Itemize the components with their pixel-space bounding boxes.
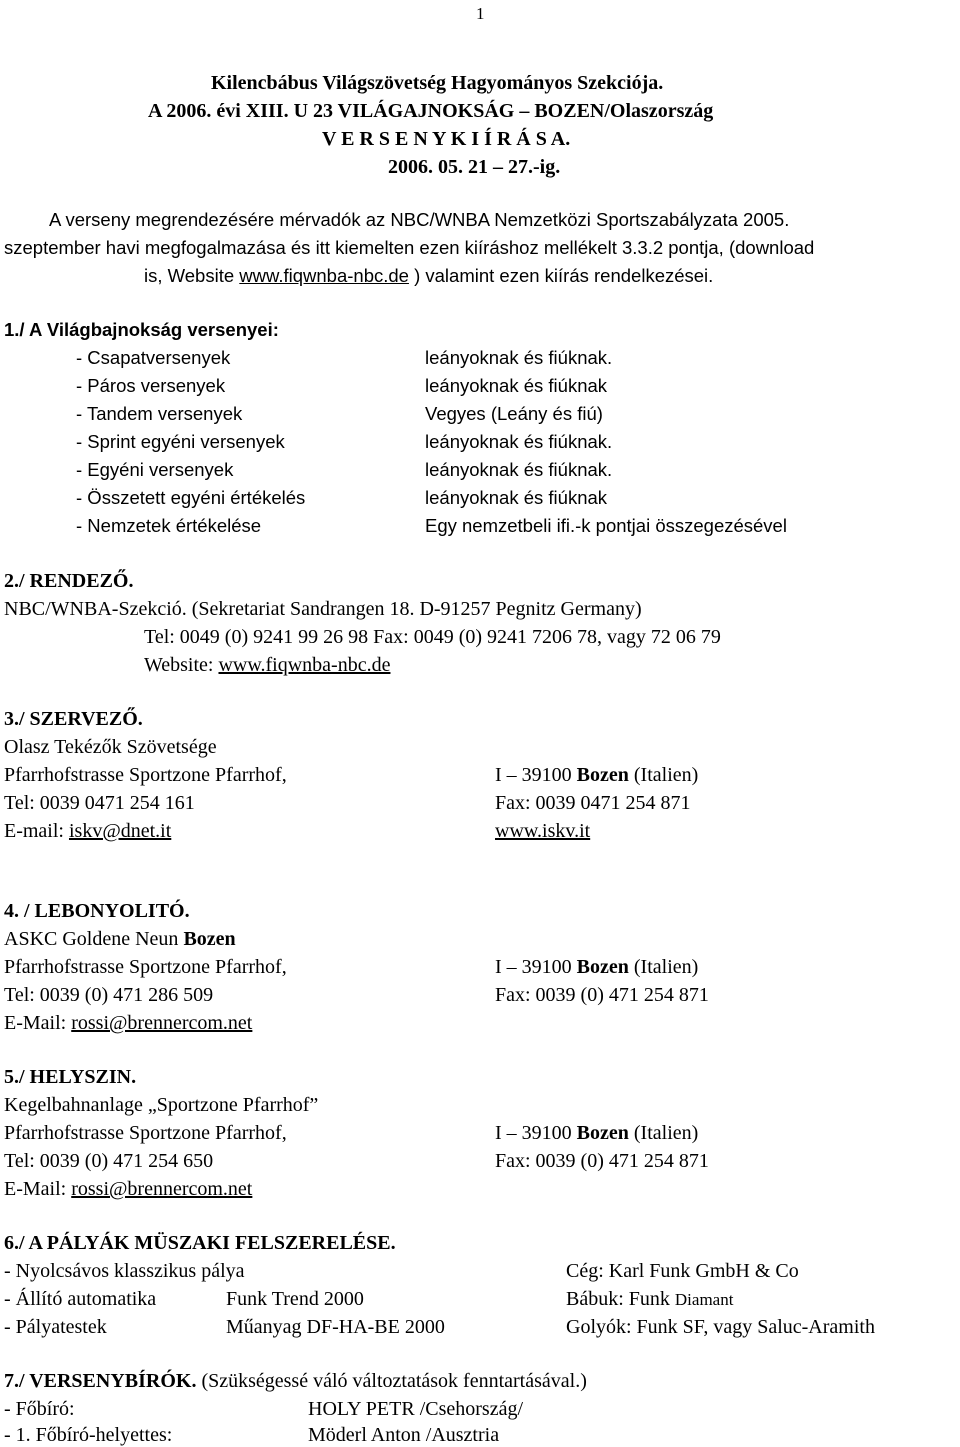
intro-line-1: A verseny megrendezésére mérvadók az NBC/WNBA Nemzetközi Sportszabályzata 2005. bbox=[49, 209, 790, 230]
page-number: 1 bbox=[476, 4, 485, 23]
address: Pfarrhofstrasse Sportzone Pfarrhof, bbox=[4, 764, 287, 786]
address: Pfarrhofstrasse Sportzone Pfarrhof, bbox=[4, 956, 287, 978]
event-eligibility: leányoknak és fiúknak. bbox=[425, 431, 613, 452]
intro-line-2: szeptember havi megfogalmazása és itt kiemelten ezen kiíráshoz mellékelt 3.3.2 pontja, (download bbox=[4, 237, 815, 258]
email-link[interactable]: iskv@dnet.it bbox=[68, 820, 172, 842]
section-7-title: 7./ VERSENYBÍRÓK. bbox=[4, 1370, 197, 1392]
postal-code: I – 39100 bbox=[495, 956, 577, 978]
lane-surface-label: - Pályatestek bbox=[4, 1316, 107, 1338]
website-link[interactable]: www.iskv.it bbox=[495, 820, 591, 842]
city bbox=[495, 955, 698, 979]
city-name: Bozen bbox=[576, 764, 629, 786]
event-eligibility: Vegyes (Leány és fiú) bbox=[425, 403, 603, 424]
pinsetter-label: - Állító automatika bbox=[4, 1288, 157, 1310]
event-name: - Egyéni versenyek bbox=[76, 459, 234, 480]
event-name: - Nemzetek értékelése bbox=[76, 515, 262, 536]
country: (Italien) bbox=[628, 956, 699, 978]
section-3-heading: 3./ SZERVEZŐ. bbox=[4, 708, 143, 730]
city-name: Bozen bbox=[576, 956, 629, 978]
email-label: E-Mail: bbox=[4, 1012, 72, 1034]
section-6-heading: 6./ A PÁLYÁK MÜSZAKI FELSZERELÉSE. bbox=[4, 1232, 396, 1254]
city bbox=[495, 763, 698, 787]
postal-code: I – 39100 bbox=[495, 1122, 577, 1144]
website-link[interactable]: www.fiqwnba-nbc.de bbox=[239, 265, 409, 286]
section-7-note: (Szükségessé váló változtatások fenntartásával.) bbox=[196, 1370, 587, 1392]
event-eligibility: leányoknak és fiúknak. bbox=[425, 347, 613, 368]
header-line-1: Kilencbábus Világszövetség Hagyományos Szekciója. bbox=[211, 72, 664, 94]
deputy-referee-label: - 1. Főbíró-helyettes: bbox=[4, 1424, 173, 1446]
website-link[interactable]: www.fiqwnba-nbc.de bbox=[218, 654, 391, 676]
email bbox=[4, 819, 171, 843]
pins-model: Diamant bbox=[674, 1290, 734, 1309]
email-label: E-mail: bbox=[4, 820, 69, 842]
pins-label: Bábuk: Funk bbox=[566, 1288, 675, 1310]
header-line-4: 2006. 05. 21 – 27.-ig. bbox=[388, 156, 561, 178]
lane-type: - Nyolcsávos klasszikus pálya bbox=[4, 1260, 245, 1282]
country: (Italien) bbox=[628, 764, 699, 786]
company: Cég: Karl Funk GmbH & Co bbox=[566, 1260, 799, 1282]
intro-line-3-suffix: ) valamint ezen kiírás rendelkezései. bbox=[408, 265, 714, 286]
email-label: E-Mail: bbox=[4, 1178, 72, 1200]
referee-label: - Főbíró: bbox=[4, 1398, 75, 1420]
city-name: Bozen bbox=[576, 1122, 629, 1144]
pins bbox=[566, 1287, 733, 1311]
referee-name: HOLY PETR /Csehország/ bbox=[308, 1398, 524, 1420]
country: (Italien) bbox=[628, 1122, 699, 1144]
section-2-heading: 2./ RENDEZŐ. bbox=[4, 570, 134, 592]
event-name: - Összetett egyéni értékelés bbox=[76, 487, 306, 508]
event-name: - Sprint egyéni versenyek bbox=[76, 431, 285, 452]
phone: Tel: 0039 (0) 471 286 509 bbox=[4, 984, 214, 1006]
organizer-contact: Tel: 0049 (0) 9241 99 26 98 Fax: 0049 (0) 9241 7206 78, vagy 72 06 79 bbox=[144, 626, 721, 648]
intro-line-3 bbox=[144, 265, 713, 287]
phone: Tel: 0039 0471 254 161 bbox=[4, 792, 195, 814]
header-line-3: V E R S E N Y K I Í R Á S A. bbox=[322, 128, 571, 150]
organizer-website bbox=[144, 653, 390, 677]
organization-name: Olasz Tekézők Szövetsége bbox=[4, 736, 217, 758]
address: Pfarrhofstrasse Sportzone Pfarrhof, bbox=[4, 1122, 287, 1144]
deputy-referee-name: Möderl Anton /Ausztria bbox=[308, 1424, 500, 1446]
event-eligibility: Egy nemzetbeli ifi.-k pontjai összegezésével bbox=[425, 515, 787, 536]
club-name: ASKC Goldene Neun bbox=[4, 928, 184, 950]
postal-code: I – 39100 bbox=[495, 764, 577, 786]
city bbox=[495, 1121, 698, 1145]
email-link[interactable]: rossi@brennercom.net bbox=[71, 1012, 253, 1034]
intro-line-3-prefix: is, Website bbox=[144, 265, 240, 286]
organization-name bbox=[4, 927, 236, 951]
event-name: - Páros versenyek bbox=[76, 375, 226, 396]
event-eligibility: leányoknak és fiúknak. bbox=[425, 459, 613, 480]
event-name: - Tandem versenyek bbox=[76, 403, 243, 424]
fax: Fax: 0039 (0) 471 254 871 bbox=[495, 984, 709, 1006]
pinsetter-value: Funk Trend 2000 bbox=[226, 1288, 364, 1310]
email-link[interactable]: rossi@brennercom.net bbox=[71, 1178, 253, 1200]
event-eligibility: leányoknak és fiúknak bbox=[425, 375, 608, 396]
venue-name: Kegelbahnanlage „Sportzone Pfarrhof” bbox=[4, 1094, 319, 1116]
section-5-heading: 5./ HELYSZIN. bbox=[4, 1066, 137, 1088]
email bbox=[4, 1011, 252, 1035]
website-label: Website: bbox=[144, 654, 219, 676]
section-7-heading bbox=[4, 1369, 587, 1393]
section-4-heading: 4. / LEBONYOLITÓ. bbox=[4, 900, 190, 922]
balls: Golyók: Funk SF, vagy Saluc-Aramith bbox=[566, 1316, 875, 1338]
header-line-2: A 2006. évi XIII. U 23 VILÁGAJNOKSÁG – BOZEN/Olaszország bbox=[148, 100, 714, 122]
fax: Fax: 0039 (0) 471 254 871 bbox=[495, 1150, 709, 1172]
event-eligibility: leányoknak és fiúknak bbox=[425, 487, 608, 508]
phone: Tel: 0039 (0) 471 254 650 bbox=[4, 1150, 214, 1172]
organizer-line: NBC/WNBA-Szekció. (Sekretariat Sandrangen 18. D-91257 Pegnitz Germany) bbox=[4, 598, 642, 620]
lane-surface-value: Műanyag DF-HA-BE 2000 bbox=[226, 1316, 445, 1338]
email bbox=[4, 1177, 252, 1201]
fax: Fax: 0039 0471 254 871 bbox=[495, 792, 691, 814]
event-name: - Csapatversenyek bbox=[76, 347, 231, 368]
section-1-heading: 1./ A Világbajnokság versenyei: bbox=[4, 319, 279, 340]
club-city: Bozen bbox=[183, 928, 236, 950]
